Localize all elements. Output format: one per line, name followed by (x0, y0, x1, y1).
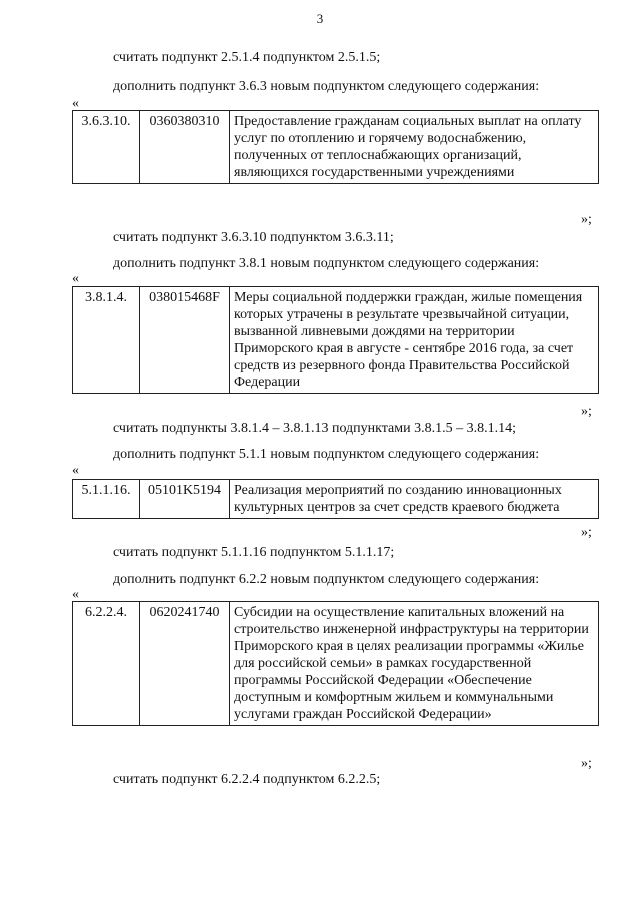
subpoint-code: 3.8.1.4. (73, 287, 140, 394)
table-row (73, 602, 599, 726)
table-row (73, 480, 599, 519)
subpoint-description: Реализация мероприятий по созданию инновационных культурных центров за счет средств краевого бюджета (230, 480, 599, 519)
amendment-table (72, 601, 599, 726)
page-number: 3 (316, 11, 324, 26)
paragraph-8: дополнить подпункт 6.2.2 новым подпунктом следующего содержания: (113, 572, 540, 587)
subpoint-code: 6.2.2.4. (73, 602, 140, 726)
close-quote: »; (581, 525, 592, 540)
paragraph-1: считать подпункт 2.5.1.4 подпунктом 2.5.1.5; (113, 50, 381, 65)
paragraph-6: дополнить подпункт 5.1.1 новым подпунктом следующего содержания: (113, 447, 540, 462)
subpoint-code: 3.6.3.10. (73, 111, 140, 184)
paragraph-9: считать подпункт 6.2.2.4 подпунктом 6.2.2.5; (113, 772, 381, 787)
close-quote: »; (581, 404, 592, 419)
subpoint-description: Предоставление гражданам социальных выплат на оплату услуг по отоплению и горячему водоснабжению, полученных от теплоснабжающих организаций, являющихся государственными учреждениями (230, 111, 599, 184)
budget-code: 038015468F (140, 287, 230, 394)
subpoint-code: 5.1.1.16. (73, 480, 140, 519)
open-quote: « (72, 96, 79, 111)
paragraph-4: дополнить подпункт 3.8.1 новым подпунктом следующего содержания: (113, 256, 540, 271)
subpoint-description: Субсидии на осуществление капитальных вложений на строительство инженерной инфраструктуры на территории Приморского края в целях реализации программы «Жилье для российской семьи» в рамках государственной программы Российской Федерации «Обеспечение доступным и комфортным жильем и коммунальными услугами граждан Российской Федерации» (230, 602, 599, 726)
open-quote: « (72, 271, 79, 286)
budget-code: 0360380310 (140, 111, 230, 184)
budget-code: 05101K5194 (140, 480, 230, 519)
paragraph-3: считать подпункт 3.6.3.10 подпунктом 3.6.3.11; (113, 230, 394, 245)
open-quote: « (72, 463, 79, 478)
paragraph-5: считать подпункты 3.8.1.4 – 3.8.1.13 подпунктами 3.8.1.5 – 3.8.1.14; (113, 421, 517, 436)
paragraph-7: считать подпункт 5.1.1.16 подпунктом 5.1.1.17; (113, 545, 395, 560)
amendment-table (72, 110, 599, 184)
subpoint-description: Меры социальной поддержки граждан, жилые помещения которых утрачены в результате чрезвычайной ситуации, вызванной ливневыми дождями на территории Приморского края в августе - сентябре 2016 года, за счет средств из резервного фонда Правительства Российской Федерации (230, 287, 599, 394)
amendment-table (72, 286, 599, 394)
amendment-table (72, 479, 599, 519)
close-quote: »; (581, 212, 592, 227)
open-quote: « (72, 587, 79, 602)
table-row (73, 111, 599, 184)
table-row (73, 287, 599, 394)
close-quote: »; (581, 756, 592, 771)
paragraph-2: дополнить подпункт 3.6.3 новым подпунктом следующего содержания: (113, 79, 540, 94)
budget-code: 0620241740 (140, 602, 230, 726)
